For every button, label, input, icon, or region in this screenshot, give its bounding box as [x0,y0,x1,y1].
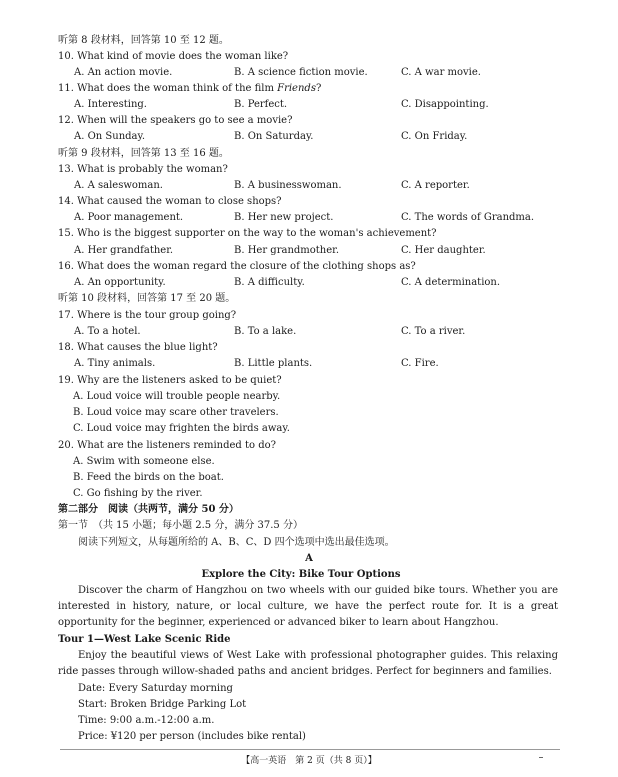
option-b: B. Her new project. [234,212,334,223]
part2-title: 第二部分 阅读（共两节，满分 50 分） [58,504,239,515]
question-13: 13. What is probably the woman? [58,164,228,175]
tour1-time: Time: 9:00 a.m.-12:00 a.m. [78,715,215,726]
option-c: C. Her daughter. [401,245,486,256]
option-a: A. On Sunday. [74,131,145,142]
film-title: Friends [277,83,316,94]
option-b: B. Feed the birds on the boat. [73,472,224,483]
question-19: 19. Why are the listeners asked to be quiet? [58,375,282,386]
section1-heading: 第一节 （共 15 小题；每小题 2.5 分，满分 37.5 分） [58,520,303,531]
question-15: 15. Who is the biggest supporter on the way to the woman's achievement? [58,228,437,239]
page-footer: 【高一英语 第 2 页（共 8 页）】 [241,756,377,766]
option-b: B. Loud voice may scare other travelers. [73,407,279,418]
option-a: A. Her grandfather. [74,245,174,256]
tour1-start: Start: Broken Bridge Parking Lot [78,699,247,710]
section-heading-m10: 听第 10 段材料，回答第 17 至 20 题。 [58,293,236,304]
option-b: B. To a lake. [234,326,297,337]
tour1-price: Price: ¥120 per person (includes bike rental) [78,731,306,742]
question-16: 16. What does the woman regard the closure of the clothing shops as? [58,261,416,272]
option-c: C. Go fishing by the river. [73,488,203,499]
option-b: B. Little plants. [234,358,313,369]
option-c: C. A war movie. [401,67,481,78]
option-b: B. On Saturday. [234,131,314,142]
option-a: A. Tiny animals. [74,358,156,369]
passage-letter: A [305,553,313,564]
option-a: A. Interesting. [74,99,147,110]
question-12: 12. When will the speakers go to see a movie? [58,115,293,126]
option-c: C. Fire. [401,358,439,369]
option-c: C. The words of Grandma. [401,212,535,223]
option-a: A. Loud voice will trouble people nearby. [73,391,281,402]
section-heading-m9: 听第 9 段材料，回答第 13 至 16 题。 [58,148,229,159]
question-17: 17. Where is the tour group going? [58,310,237,321]
passage-intro: Discover the charm of Hangzhou on two wheels with our guided bike tours. Whether you are interested in history, nature, or local culture, we have the perfect route for. It is a great opportunity for the beginner, experienced or advanced biker to learn about Hangzhou. [58,585,558,629]
option-a: A. Poor management. [74,212,184,223]
option-b: B. A science fiction movie. [234,67,368,78]
option-c: C. A determination. [401,277,501,288]
option-c: C. Loud voice may frighten the birds away. [73,423,290,434]
option-b: B. Perfect. [234,99,288,110]
option-b: B. Her grandmother. [234,245,340,256]
corner-mark [539,757,543,758]
tour1-description: Enjoy the beautiful views of West Lake with professional photographer guides. This relaxing ride passes through willow-shaded paths and ancient bridges. Perfect for beginners and families. [58,650,558,678]
option-c: C. A reporter. [401,180,470,191]
tour1-title: Tour 1—West Lake Scenic Ride [58,634,231,645]
section-heading-m8: 听第 8 段材料，回答第 10 至 12 题。 [58,35,229,46]
tour1-date: Date: Every Saturday morning [78,683,233,694]
question-14: 14. What caused the woman to close shops? [58,196,282,207]
option-a: A. An action movie. [74,67,173,78]
option-b: B. A difficulty. [234,277,305,288]
reading-instruction: 阅读下列短文，从每题所给的 A、B、C、D 四个选项中选出最佳选项。 [78,537,395,548]
question-11: 11. What does the woman think of the film Friends? [58,83,322,94]
passage-title: Explore the City: Bike Tour Options [201,569,401,580]
option-a: A. An opportunity. [74,277,166,288]
option-a: A. Swim with someone else. [73,456,215,467]
option-b: B. A businesswoman. [234,180,342,191]
option-a: A. To a hotel. [74,326,141,337]
footer-divider [60,749,560,750]
question-18: 18. What causes the blue light? [58,342,218,353]
option-c: C. Disappointing. [401,99,489,110]
option-c: C. To a river. [401,326,466,337]
option-c: C. On Friday. [401,131,468,142]
option-a: A. A saleswoman. [74,180,163,191]
question-10: 10. What kind of movie does the woman like? [58,51,289,62]
question-20: 20. What are the listeners reminded to do? [58,440,276,451]
